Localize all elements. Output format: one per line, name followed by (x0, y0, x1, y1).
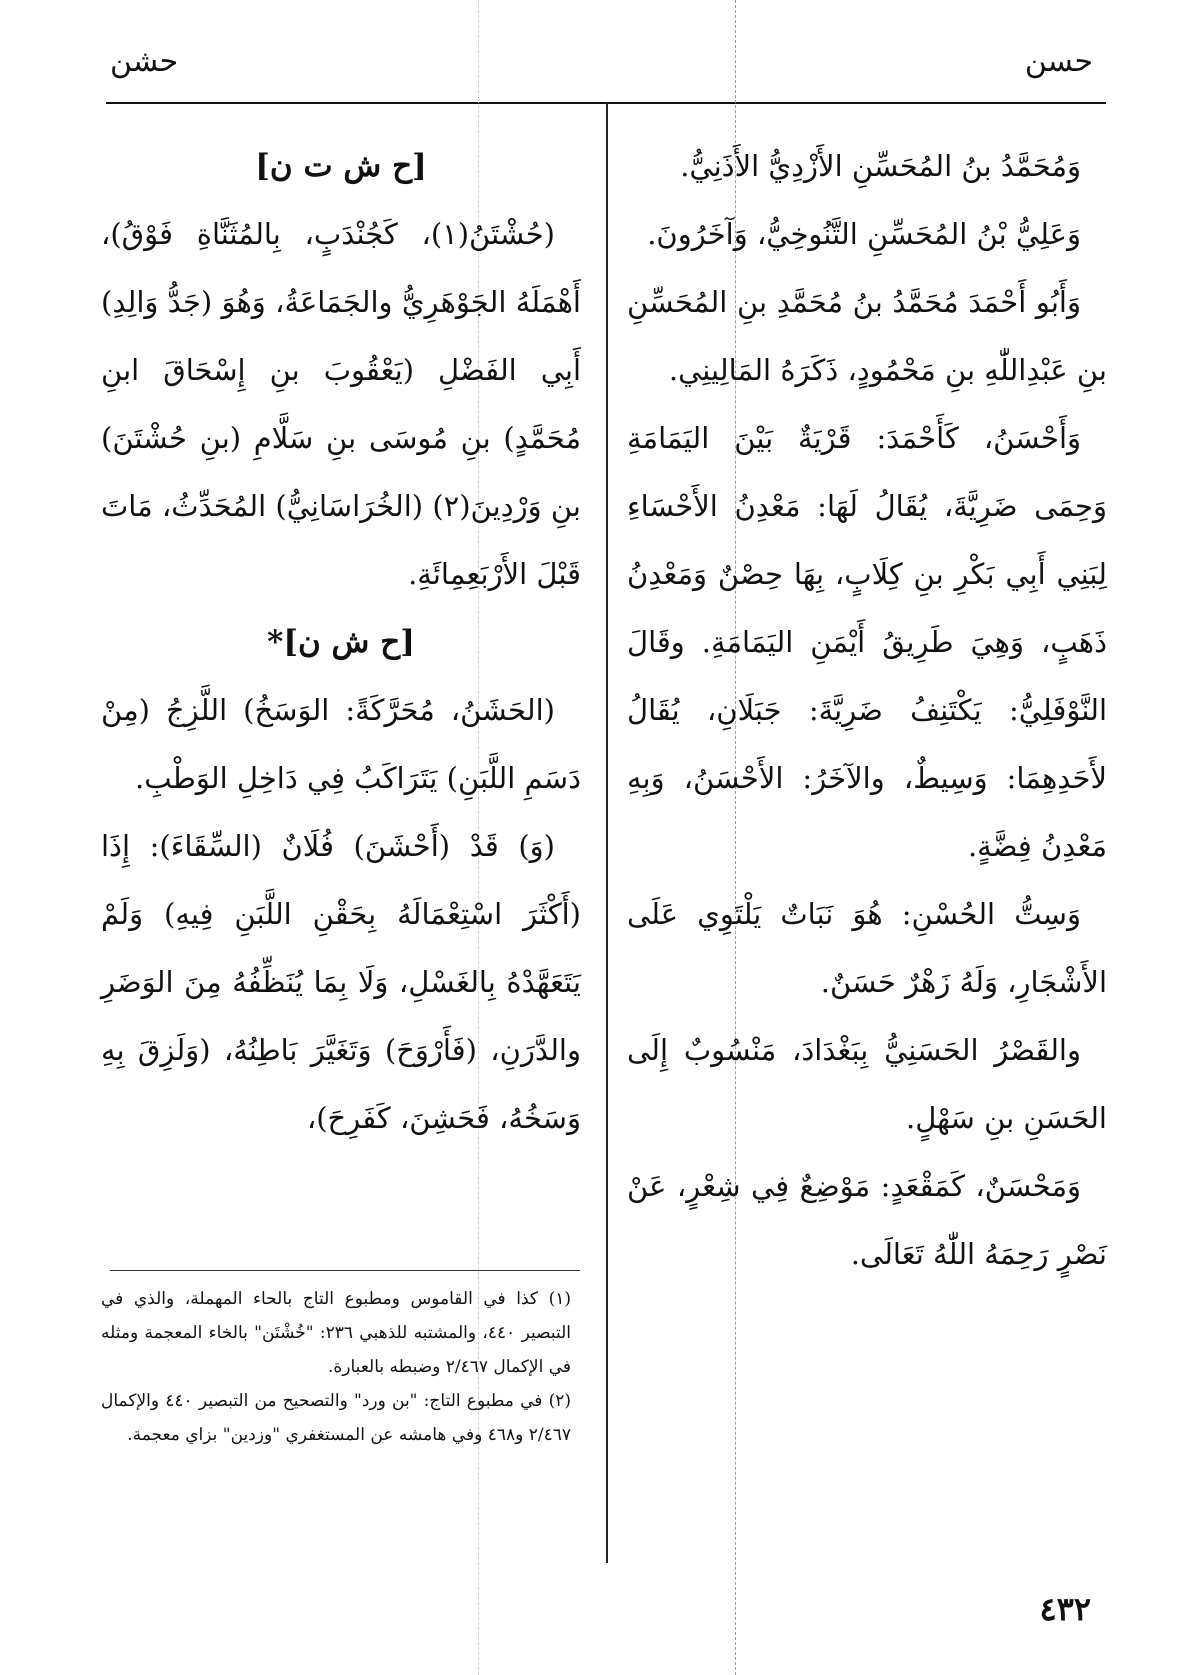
entry-paragraph: وَأَحْسَنُ، كَأَحْمَدَ: قَرْيَةٌ بَيْنَ اليَمَامَةِ وَحِمَى ضَرِيَّةَ، يُقَالُ لَهَا: مَعْدِنُ الأَحْسَاءِ لِبَنِي أَبِي بَكْرِ بنِ كِلَابٍ، بِهَا حِصْنٌ وَمَعْدِنُ ذَهَبٍ، وَهِيَ طَرِيقُ أَيْمَنِ اليَمَامَةِ. وقَالَ النَّوْفَلِيُّ: يَكْتَنِفُ ضَرِيَّةَ: جَبَلَانِ، يُقَالُ لأَحَدِهِمَا: وَسِيطٌ، والآخَرُ: الأَحْسَنُ، وَبِهِ مَعْدِنُ فِضَّةٍ. (627, 421, 1107, 863)
footnote-1: (١) كذا في القاموس ومطبوع التاج بالحاء المهملة، والذي في التبصير ٤٤٠، والمشتبه للذهبي ٢٣٦: "خُشْتَن" بالخاء المعجمة ومثله في الإكمال ٢/٤٦٧ وضبطه بالعبارة. (101, 1289, 571, 1377)
page-number: ٤٣٢ (1039, 1590, 1091, 1628)
left-column (101, 132, 581, 1152)
footnote-2: (٢) في مطبوع التاج: "بن ورد" والتصحيح من التبصير ٤٤٠ والإكمال ٢/٤٦٧ و٤٦٨ وفي هامشه عن المستغفري "وزدين" بزاي معجمة. (101, 1391, 572, 1445)
running-header-right: حسن (1024, 44, 1093, 79)
entry-paragraph: (حُشْتَنُ(١)، كَجُنْدَبٍ، بِالمُثَنَّاةِ فَوْقُ)، أَهْمَلَهُ الجَوْهَرِيُّ والجَمَاعَةُ، وَهُوَ (جَدُّ وَالِدِ) أَبِي الفَضْلِ (يَعْقُوبَ بنِ إِسْحَاقَ ابنِ مُحَمَّدٍ) بنِ مُوسَى بنِ سَلَّامِ (بنِ حُشْتَنَ) بنِ وَرْدِينَ(٢) (الخُرَاسَانِيُّ) المُحَدِّثُ، مَاتَ قَبْلَ الأَرْبَعِمِائَةِ. (101, 217, 582, 591)
entry-paragraph: وَأَبُو أَحْمَدَ مُحَمَّدُ بنُ مُحَمَّدِ بنِ المُحَسِّنِ بنِ عَبْدِاللّٰهِ بنِ مَحْمُودٍ، ذَكَرَهُ المَالِينِي. (627, 285, 1107, 387)
entry-paragraph: والقَصْرُ الحَسَنِيُّ بِبَغْدَادَ، مَنْسُوبٌ إِلَى الحَسَنِ بنِ سَهْلٍ. (627, 1033, 1107, 1135)
footnotes (101, 1282, 571, 1452)
entry-paragraph: وَعَلِيُّ بْنُ المُحَسِّنِ التَّنُوخِيُّ، وَآخَرُونَ. (647, 217, 1081, 251)
entry-paragraph: وَمَحْسَنٌ، كَمَقْعَدٍ: مَوْضِعٌ فِي شِعْرٍ، عَنْ نَصْرٍ رَحِمَهُ اللّٰهُ تَعَالَى. (627, 1169, 1107, 1271)
running-header-left: حشن (110, 44, 179, 79)
entry-paragraph: وَمُحَمَّدُ بنُ المُحَسِّنِ الأَزْدِيُّ الأَذَنِيُّ. (680, 149, 1081, 183)
entry-paragraph: (وَ) قَدْ (أَحْشَنَ) فُلَانٌ (السِّقَاءَ): إِذَا (أَكْثَرَ اسْتِعْمَالَهُ بِحَقْنِ اللَّبَنِ فِيهِ) وَلَمْ يَتَعَهَّدْهُ بِالغَسْلِ، وَلَا بِمَا يُنَظِّفُهُ مِنَ الوَضَرِ والدَّرَنِ، (فَأَرْوَحَ) وَتَغَيَّرَ بَاطِنُهُ، (وَلَزِقَ بِهِ وَسَخُهُ، فَحَشِنَ، كَفَرِحَ)، (101, 829, 581, 1135)
root-heading-hshn: [ح ش ن]* (267, 624, 415, 660)
right-column (627, 132, 1107, 1288)
entry-paragraph: (الحَشَنُ، مُحَرَّكَةً: الوَسَخُ) اللَّزِجُ (مِنْ دَسَمِ اللَّبَنِ) يَتَرَاكَبُ فِي دَاخِلِ الوَطْبِ. (101, 693, 581, 795)
root-heading-hshtn: [ح ش ت ن] (255, 148, 427, 184)
column-divider (606, 103, 608, 1563)
footnote-rule (110, 1270, 580, 1271)
entry-paragraph: وَسِتُّ الحُسْنِ: هُوَ نَبَاتٌ يَلْتَوِي عَلَى الأَشْجَارِ، وَلَهُ زَهْرٌ حَسَنٌ. (627, 897, 1107, 999)
